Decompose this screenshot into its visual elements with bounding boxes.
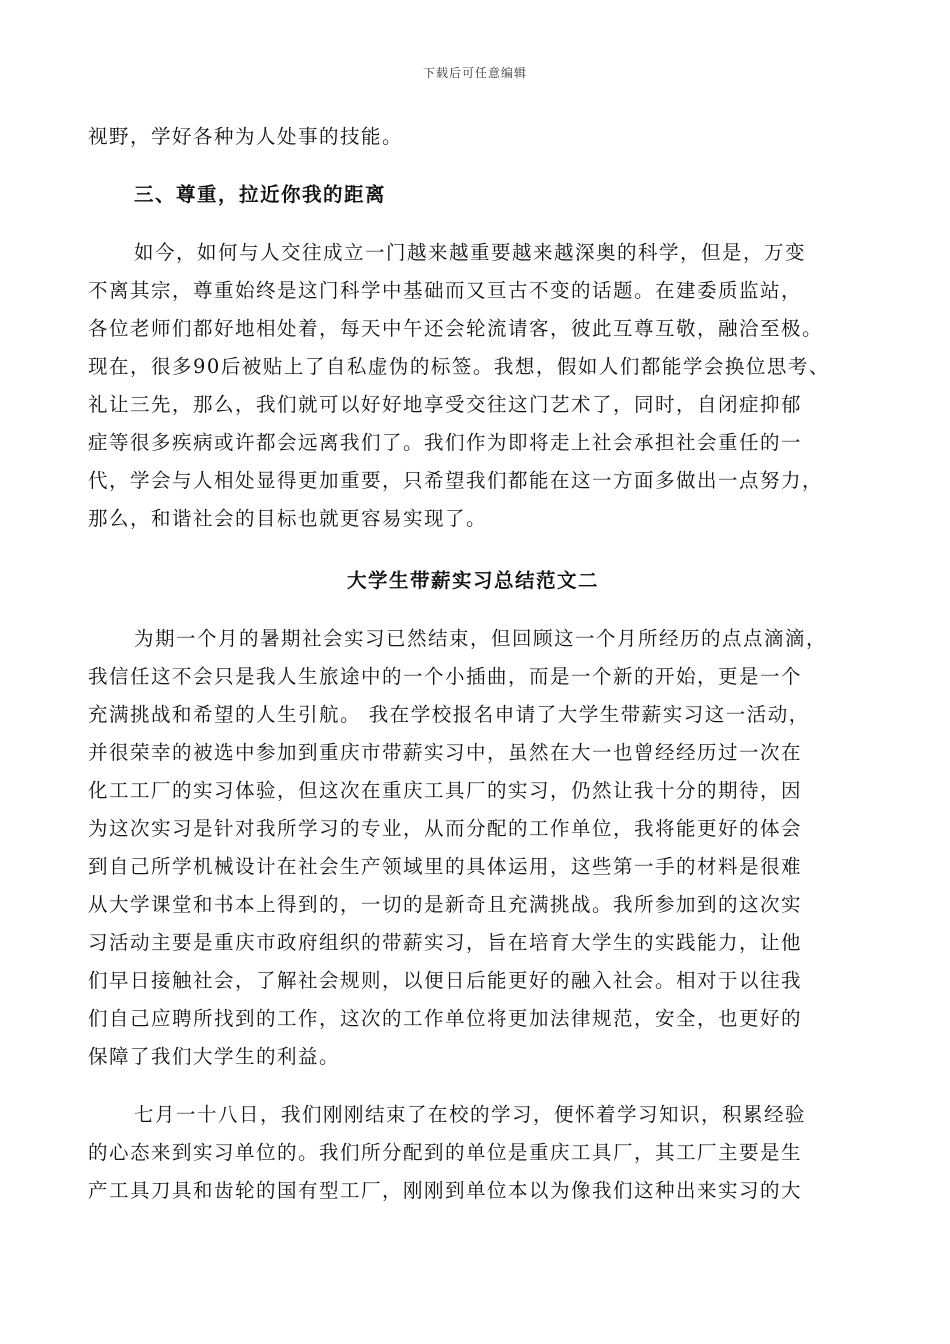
text-line: 充满挑战和希望的人生引航。 我在学校报名申请了大学生带薪实习这一活动， bbox=[88, 703, 810, 726]
text-line: 现在，很多90后被贴上了自私虚伪的标签。我想，假如人们都能学会换位思考、 bbox=[88, 355, 830, 378]
text-line: 从大学课堂和书本上得到的，一切的是新奇且充满挑战。我所参加到的这次实 bbox=[88, 893, 803, 916]
text-line: 产工具刀具和齿轮的国有型工厂，刚刚到单位本以为像我们这种出来实习的大 bbox=[88, 1179, 803, 1202]
text-line: 并很荣幸的被选中参加到重庆市带薪实习中，虽然在大一也曾经经历过一次在 bbox=[88, 741, 803, 764]
text-line: 各位老师们都好地相处着，每天中午还会轮流请客，彼此互尊互敬，融洽至极。 bbox=[88, 317, 824, 340]
text-line: 症等很多疾病或许都会远离我们了。我们作为即将走上社会承担社会重任的一 bbox=[88, 431, 803, 454]
text-line: 不离其宗，尊重始终是这门科学中基础而又亘古不变的话题。在建委质监站， bbox=[88, 279, 803, 302]
text-line: 我信任这不会只是我人生旅途中的一个小插曲，而是一个新的开始，更是一个 bbox=[88, 665, 803, 688]
text-line: 习活动主要是重庆市政府组织的带薪实习，旨在培育大学生的实践能力，让他 bbox=[88, 931, 803, 954]
page-header-note: 下载后可任意编辑 bbox=[422, 66, 527, 80]
text-line: 代，学会与人相处显得更加重要，只希望我们都能在这一方面多做出一点努力， bbox=[88, 469, 824, 492]
text-line: 那么，和谐社会的目标也就更容易实现了。 bbox=[88, 507, 488, 530]
document-body bbox=[88, 118, 858, 1210]
text-line: 为这次实习是针对我所学习的专业，从而分配的工作单位，我将能更好的体会 bbox=[88, 817, 803, 840]
text-line: 七月一十八日，我们刚刚结束了在校的学习，便怀着学习知识，积累经验 bbox=[134, 1103, 807, 1126]
text-line: 如今，如何与人交往成立一门越来越重要越来越深奥的科学，但是，万变 bbox=[134, 241, 807, 264]
text-line: 们早日接触社会，了解社会规则，以便日后能更好的融入社会。相对于以往我 bbox=[88, 969, 803, 992]
text-line: 化工工厂的实习体验，但这次在重庆工具厂的实习，仍然让我十分的期待，因 bbox=[88, 779, 803, 802]
text-line: 礼让三先，那么，我们就可以好好地享受交往这门艺术了，同时，自闭症抑郁 bbox=[88, 393, 803, 416]
paragraph bbox=[88, 234, 858, 538]
text-line: 到自己所学机械设计在社会生产领域里的具体运用，这些第一手的材料是很难 bbox=[88, 855, 803, 878]
text-line: 为期一个月的暑期社会实习已然结束，但回顾这一个月所经历的点点滴滴， bbox=[134, 627, 828, 650]
article-title: 大学生带薪实习总结范文二 bbox=[346, 569, 599, 592]
text-line: 们自己应聘所找到的工作，这次的工作单位将更加法律规范，安全，也更好的 bbox=[88, 1007, 803, 1030]
paragraph bbox=[88, 620, 858, 1076]
paragraph bbox=[88, 1096, 858, 1210]
section-heading: 三、尊重，拉近你我的距离 bbox=[134, 183, 387, 206]
text-line: 的心态来到实习单位的。我们所分配到的单位是重庆工具厂，其工厂主要是生 bbox=[88, 1141, 803, 1164]
text-line: 保障了我们大学生的利益。 bbox=[88, 1045, 341, 1068]
text-line: 视野，学好各种为人处事的技能。 bbox=[88, 125, 404, 148]
